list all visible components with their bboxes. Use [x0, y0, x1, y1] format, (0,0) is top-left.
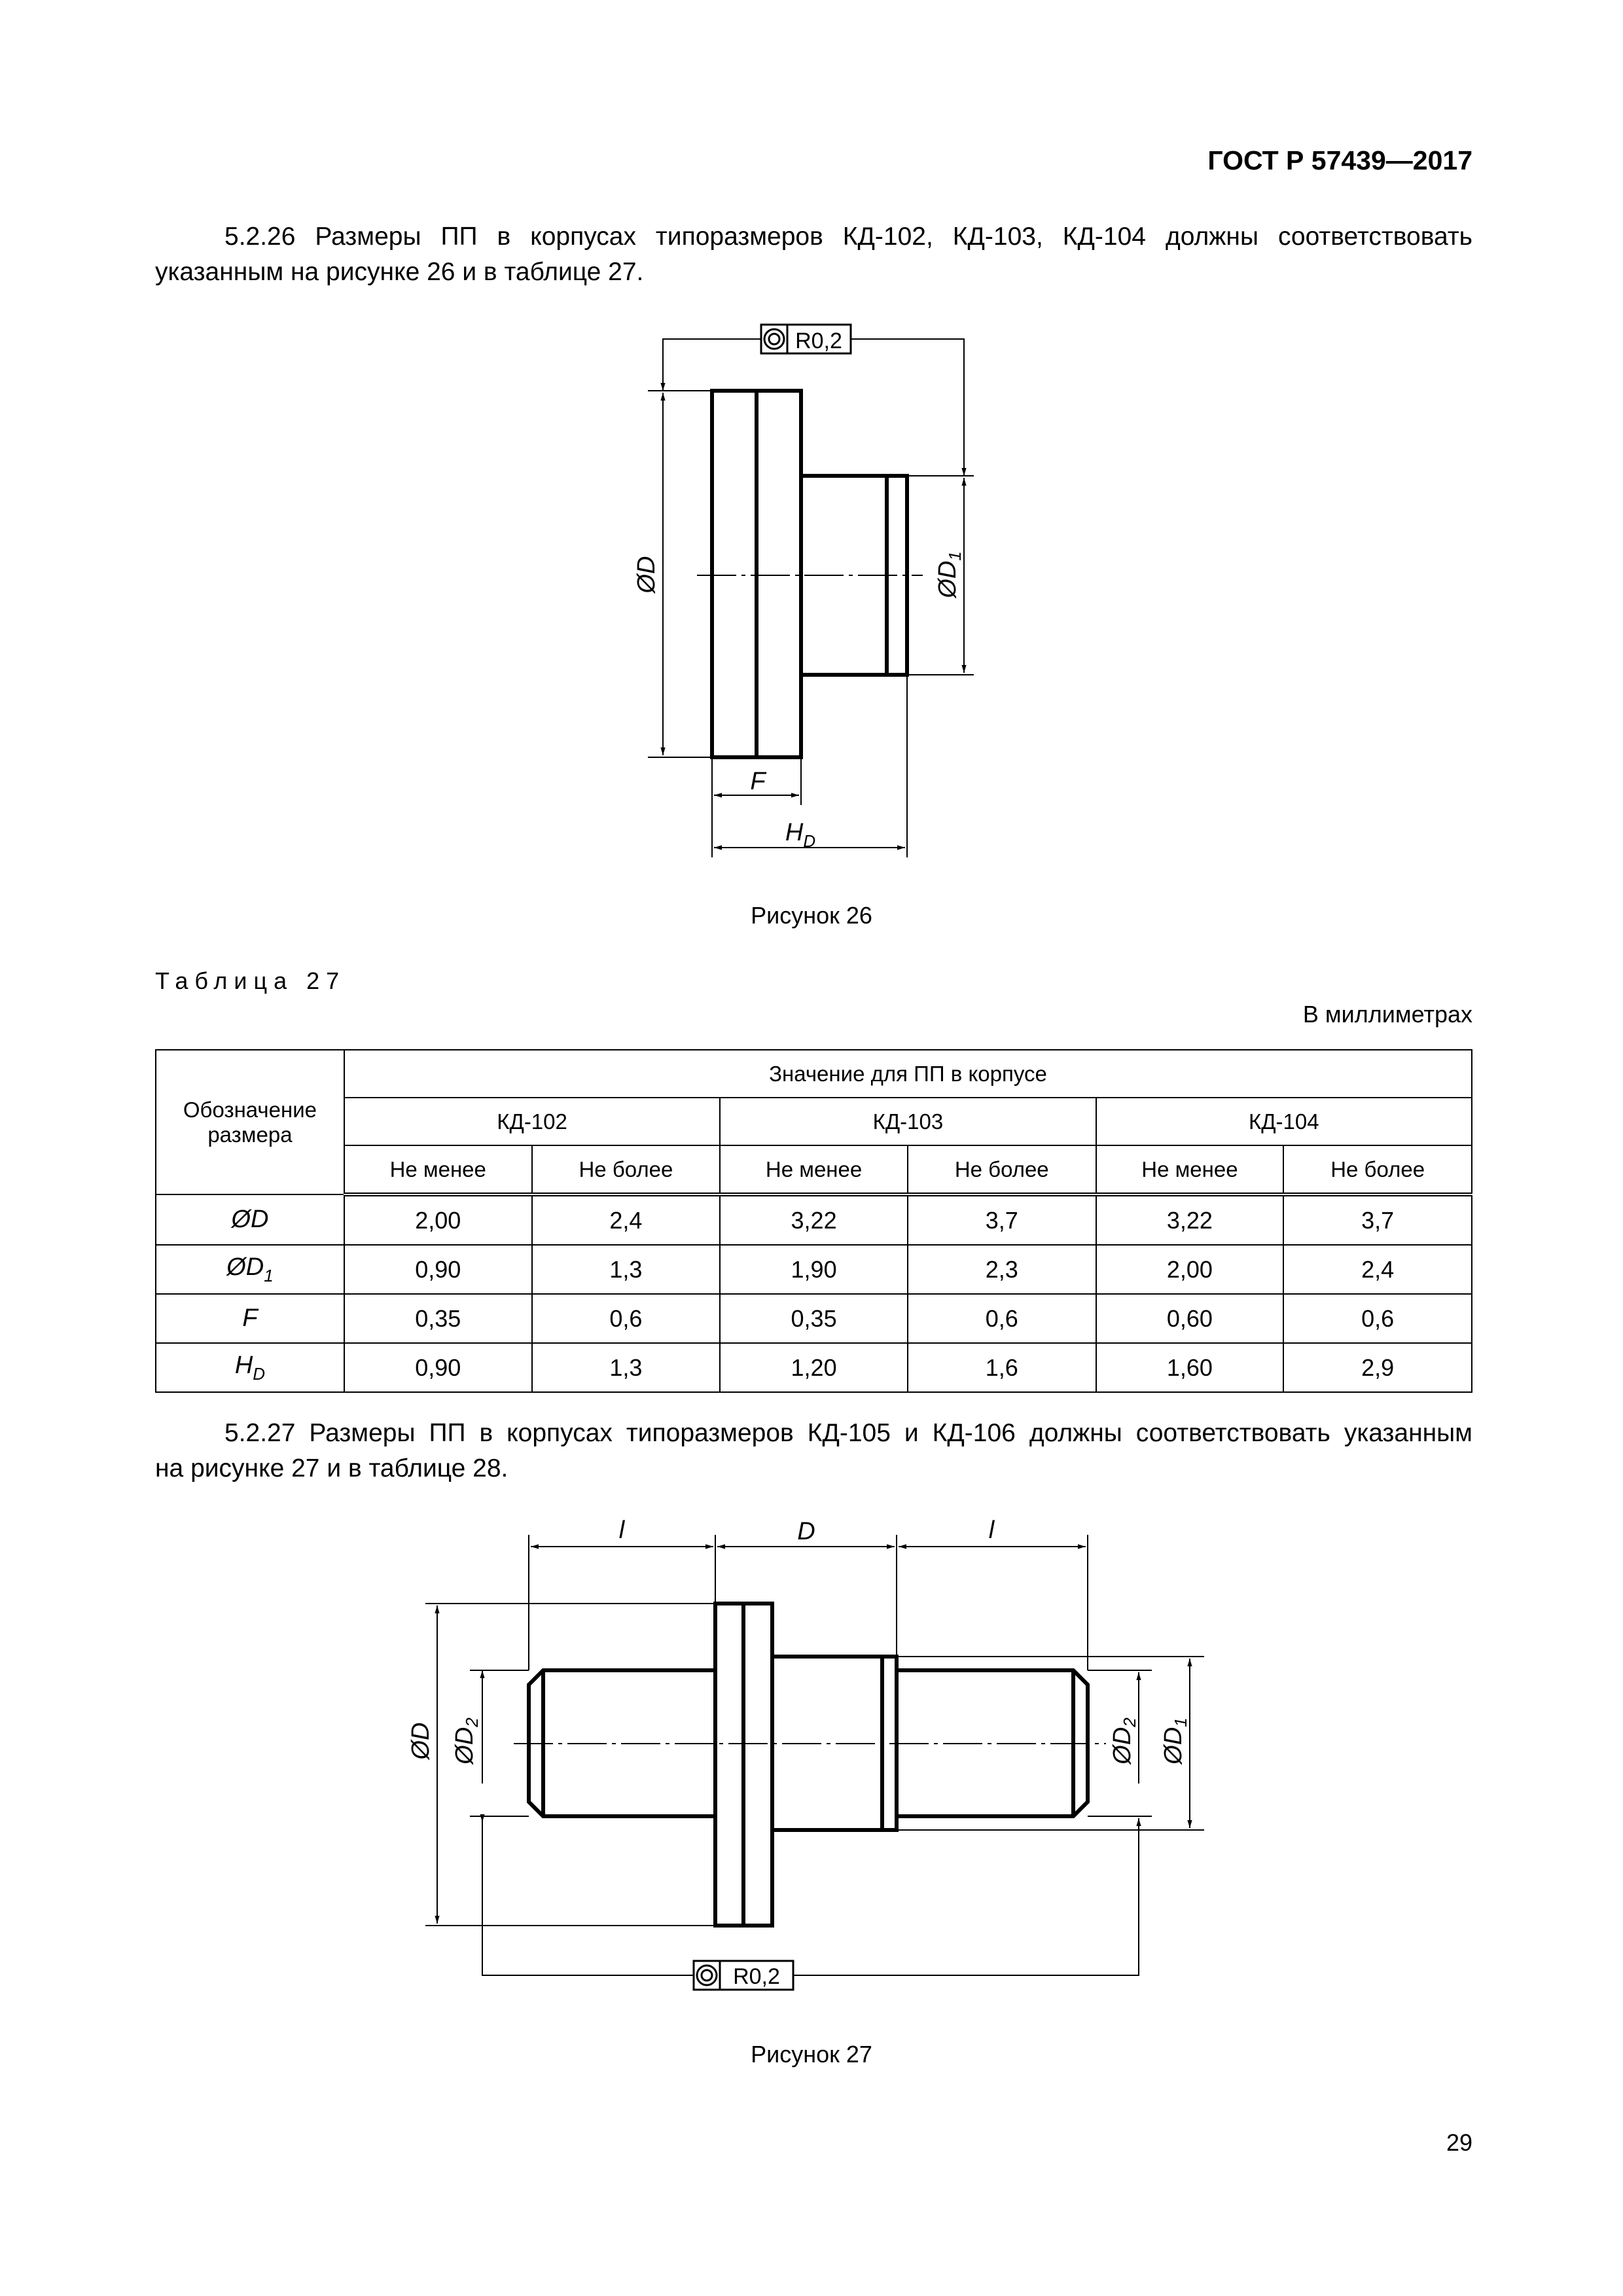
row-symbol: $ØD_1$: [156, 1245, 344, 1294]
table-row: [156, 1194, 1472, 1245]
table-cell: 0,35: [720, 1294, 908, 1343]
document-standard-number: ГОСТ Р 57439—2017: [1207, 145, 1472, 175]
leader-line: [663, 339, 761, 391]
page-number: 29: [1446, 2129, 1472, 2156]
header-case: КД-103: [720, 1098, 1096, 1145]
paragraph-line: на рисунке 27 и в таблице 28.: [155, 1454, 508, 1482]
table-cell: 2,9: [1283, 1343, 1472, 1392]
figure-27-caption: Рисунок 27: [751, 2041, 872, 2068]
tolerance-frame-27: [694, 1961, 793, 1990]
table-cell: 0,90: [344, 1245, 532, 1294]
table-row: [156, 1245, 1472, 1294]
label-D1: $ØD_1$: [934, 551, 965, 598]
table-cell: 3,7: [908, 1194, 1096, 1245]
header-case: КД-102: [344, 1098, 720, 1145]
table-cell: 2,00: [1096, 1245, 1284, 1294]
header-case: КД-104: [1096, 1098, 1472, 1145]
table-cell: 1,6: [908, 1343, 1096, 1392]
table-cell: 0,90: [344, 1343, 532, 1392]
leader-line: [851, 339, 964, 476]
table-27: [155, 1049, 1472, 1393]
label-D: ØD: [633, 556, 660, 594]
label-D2-right: $ØD_2$: [1109, 1717, 1139, 1765]
table-cell: 3,22: [720, 1194, 908, 1245]
label-HD: $H_D$: [785, 819, 816, 851]
table-header-row: [156, 1145, 1472, 1194]
table-header-row: [156, 1098, 1472, 1145]
row-symbol: $H_D$: [156, 1343, 344, 1392]
concentricity-icon: [697, 1965, 717, 1985]
figure-26-caption: Рисунок 26: [751, 902, 872, 929]
table-cell: 1,90: [720, 1245, 908, 1294]
label-D: ØD: [407, 1722, 435, 1760]
row-symbol: ØD: [156, 1194, 344, 1245]
header-max: Не более: [908, 1145, 1096, 1194]
row-symbol: F: [156, 1294, 344, 1343]
figure-26-drawing: [0, 0, 1623, 916]
tolerance-value: R0,2: [733, 1964, 780, 1989]
table-units: В миллиметрах: [1302, 1001, 1472, 1028]
header-max: Не более: [1283, 1145, 1472, 1194]
header-min: Не менее: [720, 1145, 908, 1194]
header-value: Значение для ПП в корпусе: [344, 1050, 1472, 1098]
table-cell: 3,22: [1096, 1194, 1284, 1245]
table-cell: 2,4: [532, 1194, 721, 1245]
paragraph-line: указанным на рисунке 26 и в таблице 27.: [155, 258, 644, 286]
label-D-top: D: [797, 1518, 815, 1545]
leader-line: [482, 1820, 694, 1975]
table-cell: 0,6: [908, 1294, 1096, 1343]
table-cell: 0,6: [1283, 1294, 1472, 1343]
part-26-outline: [712, 391, 907, 757]
table-cell: 2,4: [1283, 1245, 1472, 1294]
table-cell: 1,3: [532, 1343, 721, 1392]
label-F: F: [750, 768, 766, 795]
table-cell: 2,00: [344, 1194, 532, 1245]
header-min: Не менее: [344, 1145, 532, 1194]
label-l-right: l: [988, 1516, 995, 1544]
concentricity-icon: [764, 329, 784, 349]
table-cell: 1,20: [720, 1343, 908, 1392]
tolerance-frame-26: [761, 325, 851, 353]
header-max: Не более: [532, 1145, 721, 1194]
label-l-left: l: [618, 1516, 625, 1544]
label-D2-left: $ØD_2$: [451, 1717, 482, 1765]
table-cell: 2,3: [908, 1245, 1096, 1294]
tolerance-value: R0,2: [795, 329, 842, 353]
table-row: [156, 1294, 1472, 1343]
paragraph-line: 5.2.26 Размеры ПП в корпусах типоразмеров КД-102, КД-103, КД-104 должны соответствовать: [224, 223, 1472, 251]
header-min: Не менее: [1096, 1145, 1284, 1194]
table-cell: 0,35: [344, 1294, 532, 1343]
extension-lines: [648, 391, 974, 857]
paragraph-line: 5.2.27 Размеры ПП в корпусах типоразмеров КД-105 и КД-106 должны соответствовать указанным: [224, 1419, 1472, 1447]
paragraph-5-2-27: [155, 1416, 1472, 1486]
table-header-row: [156, 1050, 1472, 1098]
table-cell: 0,6: [532, 1294, 721, 1343]
figure-27-drawing: [0, 1505, 1623, 2029]
table-cell: 1,60: [1096, 1343, 1284, 1392]
part-27-outline: [529, 1604, 1088, 1926]
leader-line: [793, 1820, 1139, 1975]
table-row: [156, 1343, 1472, 1392]
table-cell: 0,60: [1096, 1294, 1284, 1343]
table-27-label: Таблица 27: [155, 967, 346, 994]
header-designation: Обозначение размера: [156, 1050, 344, 1194]
table-cell: 3,7: [1283, 1194, 1472, 1245]
table-cell: 1,3: [532, 1245, 721, 1294]
label-D1: $ØD_1$: [1160, 1717, 1190, 1765]
